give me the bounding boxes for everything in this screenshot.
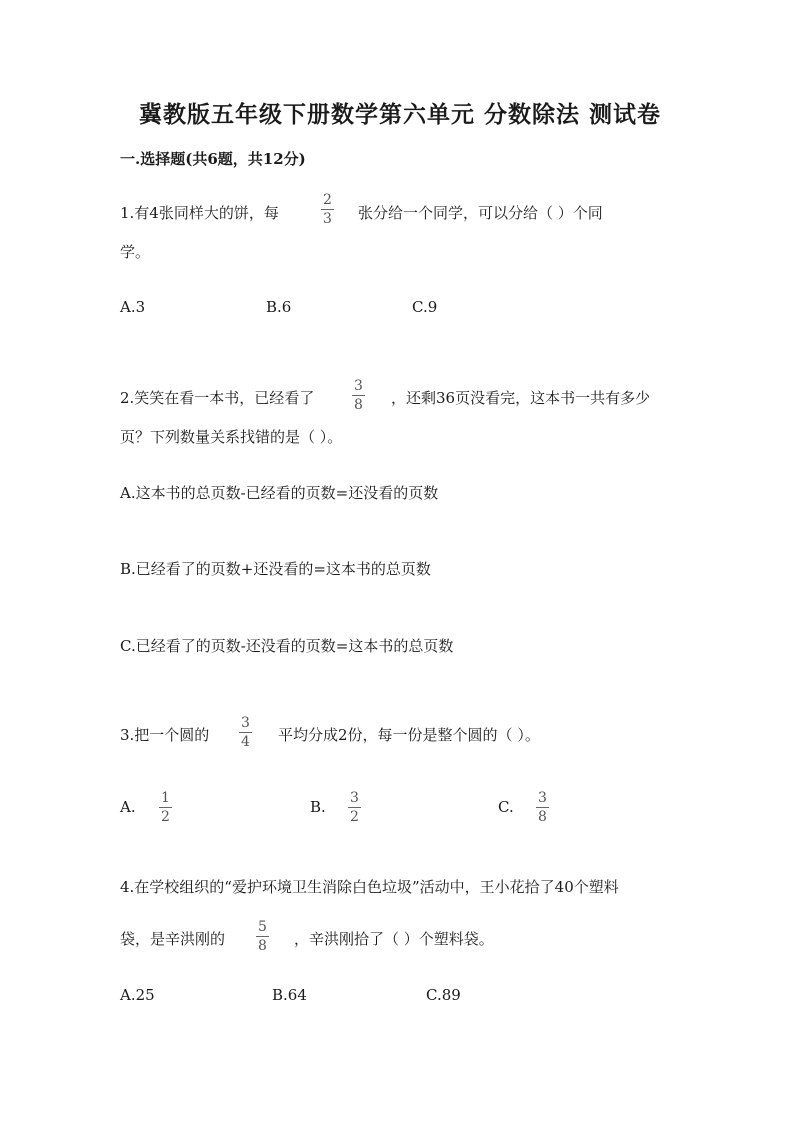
question-2-option-b[interactable]: B.已经看了的页数+还没看的=这本书的总页数 xyxy=(120,560,431,578)
question-1-option-a[interactable]: A.3 xyxy=(120,298,146,316)
question-1-option-c[interactable]: C.9 xyxy=(412,298,438,316)
fraction-numerator: 2 xyxy=(323,192,332,208)
fraction-denominator: 3 xyxy=(323,211,332,227)
question-4-option-a[interactable]: A.25 xyxy=(120,986,155,1004)
option-label: A. xyxy=(120,798,136,816)
fraction-denominator: 4 xyxy=(241,734,250,750)
fraction-denominator: 8 xyxy=(258,938,267,954)
page-title: 冀教版五年级下册数学第六单元 分数除法 测试卷 xyxy=(138,101,661,128)
question-1-fraction xyxy=(321,193,334,227)
fraction-denominator: 2 xyxy=(350,809,359,825)
fraction-denominator: 8 xyxy=(538,809,547,825)
fraction-numerator: 3 xyxy=(241,715,250,731)
fraction-denominator: 2 xyxy=(161,809,170,825)
fraction-bar xyxy=(348,807,361,808)
question-4-option-b[interactable]: B.64 xyxy=(272,986,307,1004)
fraction-bar xyxy=(239,732,252,733)
question-1-text-start: 1.有4张同样大的饼，每 xyxy=(120,204,279,222)
fraction-numerator: 1 xyxy=(161,790,170,806)
question-4-text-middle: 袋，是辛洪刚的 xyxy=(120,930,226,948)
fraction-bar xyxy=(256,936,269,937)
question-3-text-end: 平均分成2份，每一份是整个圆的（ ）。 xyxy=(278,726,540,744)
option-a-fraction xyxy=(159,791,172,825)
question-2-option-a[interactable]: A.这本书的总页数-已经看的页数=还没看的页数 xyxy=(120,484,439,502)
question-2-text-middle: ，还剩36页没看完，这本书一共有多少 xyxy=(391,389,651,407)
question-2-text-start: 2.笑笑在看一本书，已经看了 xyxy=(120,389,315,407)
option-label: B. xyxy=(310,798,326,816)
question-2-option-c[interactable]: C.已经看了的页数-还没看的页数=这本书的总页数 xyxy=(120,637,454,655)
fraction-denominator: 8 xyxy=(354,397,363,413)
fraction-numerator: 3 xyxy=(354,378,363,394)
fraction-bar xyxy=(352,395,365,396)
question-2-text-end: 页？下列数量关系找错的是（ ）。 xyxy=(120,428,343,446)
option-c-fraction xyxy=(536,791,549,825)
fraction-numerator: 3 xyxy=(538,790,547,806)
option-b-fraction xyxy=(348,791,361,825)
question-4-fraction xyxy=(256,920,269,954)
question-4-option-c[interactable]: C.89 xyxy=(426,986,461,1004)
section-heading: 一.选择题(共6题，共12分) xyxy=(120,150,306,168)
fraction-bar xyxy=(536,807,549,808)
question-2-fraction xyxy=(352,379,365,413)
question-1-text-middle: 张分给一个同学，可以分给（ ）个同 xyxy=(358,204,603,222)
question-3-text-start: 3.把一个圆的 xyxy=(120,726,210,744)
question-4-text-end: ，辛洪刚拾了（ ）个塑料袋。 xyxy=(294,930,494,948)
fraction-bar xyxy=(159,807,172,808)
question-3-fraction xyxy=(239,716,252,750)
option-label: C. xyxy=(498,798,514,816)
fraction-bar xyxy=(321,209,334,210)
question-4-text-start: 4.在学校组织的“爱护环境卫生消除白色垃圾”活动中，王小花拾了40个塑料 xyxy=(120,878,619,896)
question-1-text-end: 学。 xyxy=(120,243,151,261)
fraction-numerator: 5 xyxy=(258,919,267,935)
fraction-numerator: 3 xyxy=(350,790,359,806)
question-1-option-b[interactable]: B.6 xyxy=(266,298,292,316)
